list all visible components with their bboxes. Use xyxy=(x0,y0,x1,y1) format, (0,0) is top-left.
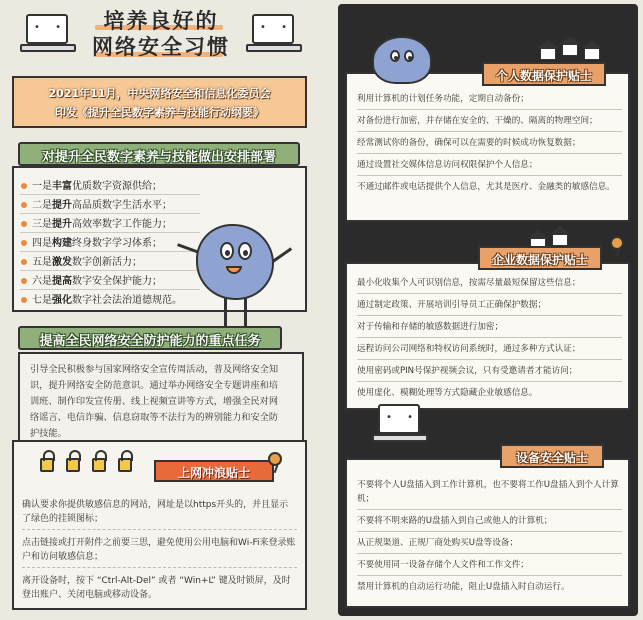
house-icon xyxy=(552,234,568,246)
section2-title: 提高全民网络安全防护能力的重点任务 xyxy=(39,334,261,349)
list-item: 三是提升高效率数字工作能力； xyxy=(20,216,200,233)
tip-item: 确认要求你提供敏感信息的网站，网址是以https开头的，并且显示了绿色的挂锁图标； xyxy=(22,498,297,530)
enterprise-tips-card xyxy=(345,262,630,410)
title-line-2: 网络安全习惯 xyxy=(92,34,230,59)
section2-line: 训班、制作印发宣传册、线上视频宣讲等方式，增强全民对网 xyxy=(30,396,279,407)
policy-banner xyxy=(12,76,307,128)
page-title xyxy=(86,8,236,60)
personal-tips-heading xyxy=(482,62,606,86)
section2-heading xyxy=(18,326,282,350)
list-item: 五是激发数字创新活力； xyxy=(20,254,200,271)
tip-item: 从正规渠道、正规厂商处购买U盘等设备； xyxy=(357,536,622,554)
section1-heading xyxy=(18,142,300,166)
tip-item: 利用计算机的计划任务功能，定期自动备份； xyxy=(357,92,622,110)
tip-item: 不要将个人U盘插入到工作计算机，也不要将工作U盘插入到个人计算机； xyxy=(357,478,622,510)
laptop-mascot-icon: • • xyxy=(246,14,302,54)
tip-item: 通过设置社交媒体信息访问权限保护个人信息； xyxy=(357,158,622,176)
usb-mascot-icon: • • xyxy=(372,404,428,444)
enterprise-tips-title: 企业数据保护贴士 xyxy=(491,253,588,267)
poster-header xyxy=(0,0,318,80)
pushpin-icon xyxy=(268,452,282,466)
tip-item: 禁用计算机的自动运行功能，阻止U盘插入时自动运行。 xyxy=(357,582,570,592)
surf-tips-title: 上网冲浪贴士 xyxy=(177,466,250,480)
section2-line: 识，提升网络安全防范意识。通过举办网络安全专题讲座和培 xyxy=(30,380,279,391)
device-tips-card xyxy=(345,458,630,608)
list-item: 七是强化数字社会法治道德规范。 xyxy=(20,292,220,309)
surf-tips-heading xyxy=(154,460,274,482)
padlock-icon xyxy=(66,458,80,472)
tip-item: 不要使用同一设备存储个人文件和工作文件； xyxy=(357,558,622,576)
tip-item: 最小化收集个人可识别信息，按需尽量最短保留这些信息； xyxy=(357,276,622,294)
blob-mascot-icon xyxy=(372,36,432,84)
section2-line: 引导全民积极参与国家网络安全宣传周活动，普及网络安全知 xyxy=(30,364,279,375)
mascot-leg xyxy=(244,296,247,326)
tip-item: 经常测试你的备份，确保可以在需要的时候成功恢复数据； xyxy=(357,136,622,154)
list-item: 四是构建终身数字学习体系； xyxy=(20,235,200,252)
surf-tips-card xyxy=(12,440,307,610)
laptop-mascot-icon: • • xyxy=(20,14,76,54)
enterprise-tips-heading xyxy=(478,246,602,270)
tip-item: 不要将不明来路的U盘插入到自己或他人的计算机； xyxy=(357,514,622,532)
house-icon xyxy=(540,48,556,60)
house-icon xyxy=(562,44,578,56)
tip-item: 通过制定政策、开展培训引导员工正确保护数据； xyxy=(357,298,622,316)
personal-tips-title: 个人数据保护贴士 xyxy=(495,69,592,83)
mascot-leg xyxy=(224,296,227,326)
section2-line: 络谣言、电信诈骗、信息窃取等不法行为的辨别能力和安全防 xyxy=(30,412,279,423)
blob-mascot-icon xyxy=(196,224,274,300)
device-tips-heading xyxy=(500,444,604,468)
left-column xyxy=(0,0,318,620)
list-item: 六是提高数字安全保护能力； xyxy=(20,273,200,290)
pushpin-icon xyxy=(610,236,624,250)
section2-body xyxy=(18,352,304,452)
padlock-icon xyxy=(40,458,54,472)
tip-item: 远程访问公司网络和特权访问系统时，通过多种方式认证； xyxy=(357,342,622,360)
list-item: 二是提升高品质数字生活水平； xyxy=(20,197,200,214)
banner-line-2: 印发《提升全民数字素养与技能行动纲要》 xyxy=(55,106,264,119)
device-tips-title: 设备安全贴士 xyxy=(515,451,588,465)
section2-line: 护技能。 xyxy=(30,428,67,439)
padlock-icon xyxy=(118,458,132,472)
tip-item: 点击链接或打开附件之前要三思，避免使用公用电脑和Wi-Fi来登录账户和访问敏感信息； xyxy=(22,536,297,568)
tip-item: 不通过邮件或电话提供个人信息，尤其是医疗、金融类的敏感信息。 xyxy=(357,182,615,192)
banner-line-1: 2021年11月，中央网络安全和信息化委员会 xyxy=(48,87,271,100)
tip-item: 对于传输和存储的敏感数据进行加密； xyxy=(357,320,622,338)
house-icon xyxy=(584,48,600,60)
tip-item: 使用虚化、模糊处理等方式隐藏企业敏感信息。 xyxy=(357,388,538,398)
list-item: 一是丰富优质数字资源供给； xyxy=(20,178,200,195)
tip-item: 离开设备时，按下 “Ctrl-Alt-Del” 或者 “Win+L” 键及时锁屏，及时登出账户、关闭电脑或移动设备。 xyxy=(22,576,291,600)
tip-item: 使用密码或PIN号保护视频会议，只有受邀请者才能访问； xyxy=(357,364,622,382)
tip-item: 对备份进行加密，并存储在安全的、干燥的、隔离的物理空间； xyxy=(357,114,622,132)
title-line-1: 培养良好的 xyxy=(103,8,219,33)
section1-title: 对提升全民数字素养与技能做出安排部署 xyxy=(41,150,276,165)
personal-tips-card xyxy=(345,72,630,222)
padlock-icon xyxy=(92,458,106,472)
